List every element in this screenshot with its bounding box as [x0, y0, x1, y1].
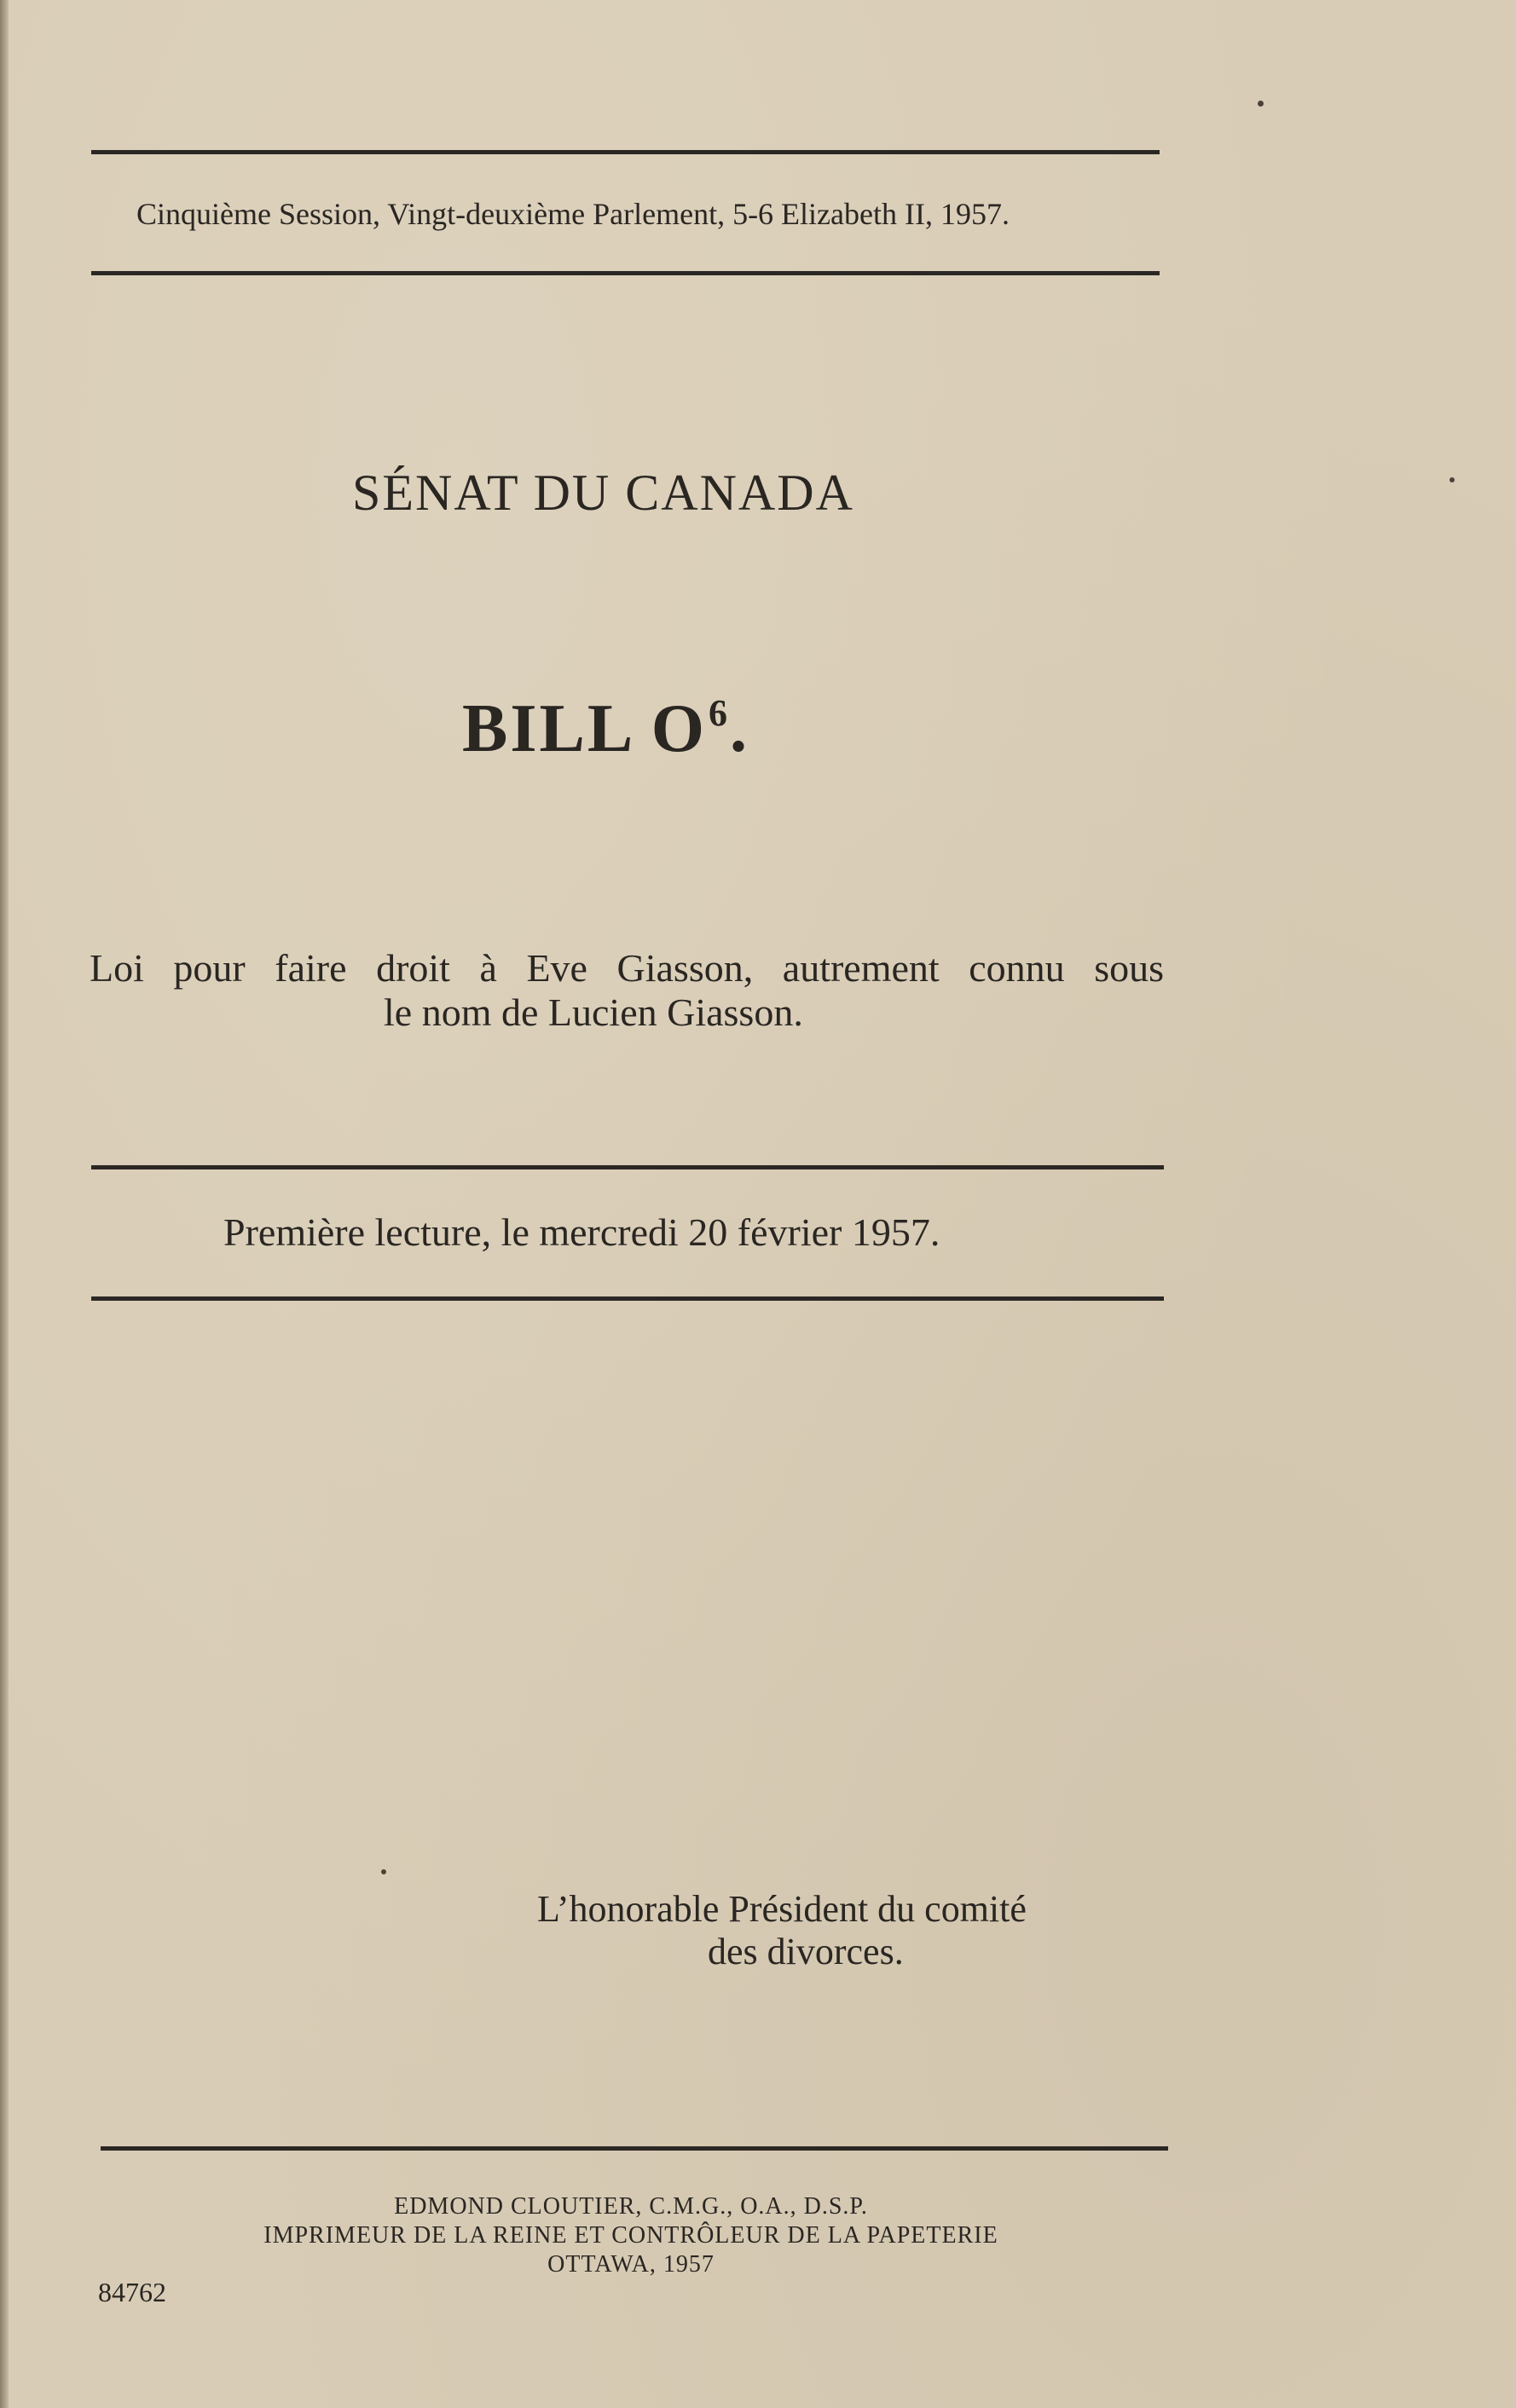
bill-suffix: .: [730, 691, 750, 766]
page-edge: [0, 0, 9, 2408]
first-reading-line: Première lecture, le mercredi 20 février 1957.: [223, 1210, 940, 1254]
chamber-heading: SÉNAT DU CANADA: [352, 465, 854, 521]
sponsor-block: [537, 1888, 1134, 1973]
sponsor-line-1: L’honorable Président du comité: [537, 1888, 1027, 1930]
printer-place: OTTAWA, 1957: [547, 2251, 715, 2278]
bill-title: [90, 946, 1164, 1035]
sponsor-line-2: des divorces.: [708, 1931, 904, 1972]
bill-label: BILL O: [462, 691, 708, 766]
paper-speck: [1258, 101, 1264, 107]
footer-rule: [101, 2146, 1168, 2151]
printer-imprint: [179, 2192, 1083, 2279]
bill-number: [462, 691, 750, 766]
bill-title-line-2: le nom de Lucien Giasson.: [384, 990, 803, 1034]
reading-rule-upper: [91, 1165, 1164, 1169]
paper-speck: [1449, 477, 1455, 482]
bill-title-line-1: Loi pour faire droit à Eve Giasson, autrement connu sous: [90, 946, 1164, 990]
paper-speck: [381, 1869, 386, 1874]
printer-name: EDMOND CLOUTIER, C.M.G., O.A., D.S.P.: [394, 2193, 868, 2220]
session-line: Cinquième Session, Vingt-deuxième Parlement, 5-6 Elizabeth II, 1957.: [136, 197, 1010, 231]
top-rule-lower: [91, 271, 1160, 275]
document-number: 84762: [98, 2277, 166, 2307]
printer-role: IMPRIMEUR DE LA REINE ET CONTRÔLEUR DE LA PAPETERIE: [263, 2222, 998, 2249]
bill-superscript: 6: [709, 692, 731, 734]
reading-rule-lower: [91, 1296, 1164, 1301]
top-rule-upper: [91, 150, 1160, 154]
